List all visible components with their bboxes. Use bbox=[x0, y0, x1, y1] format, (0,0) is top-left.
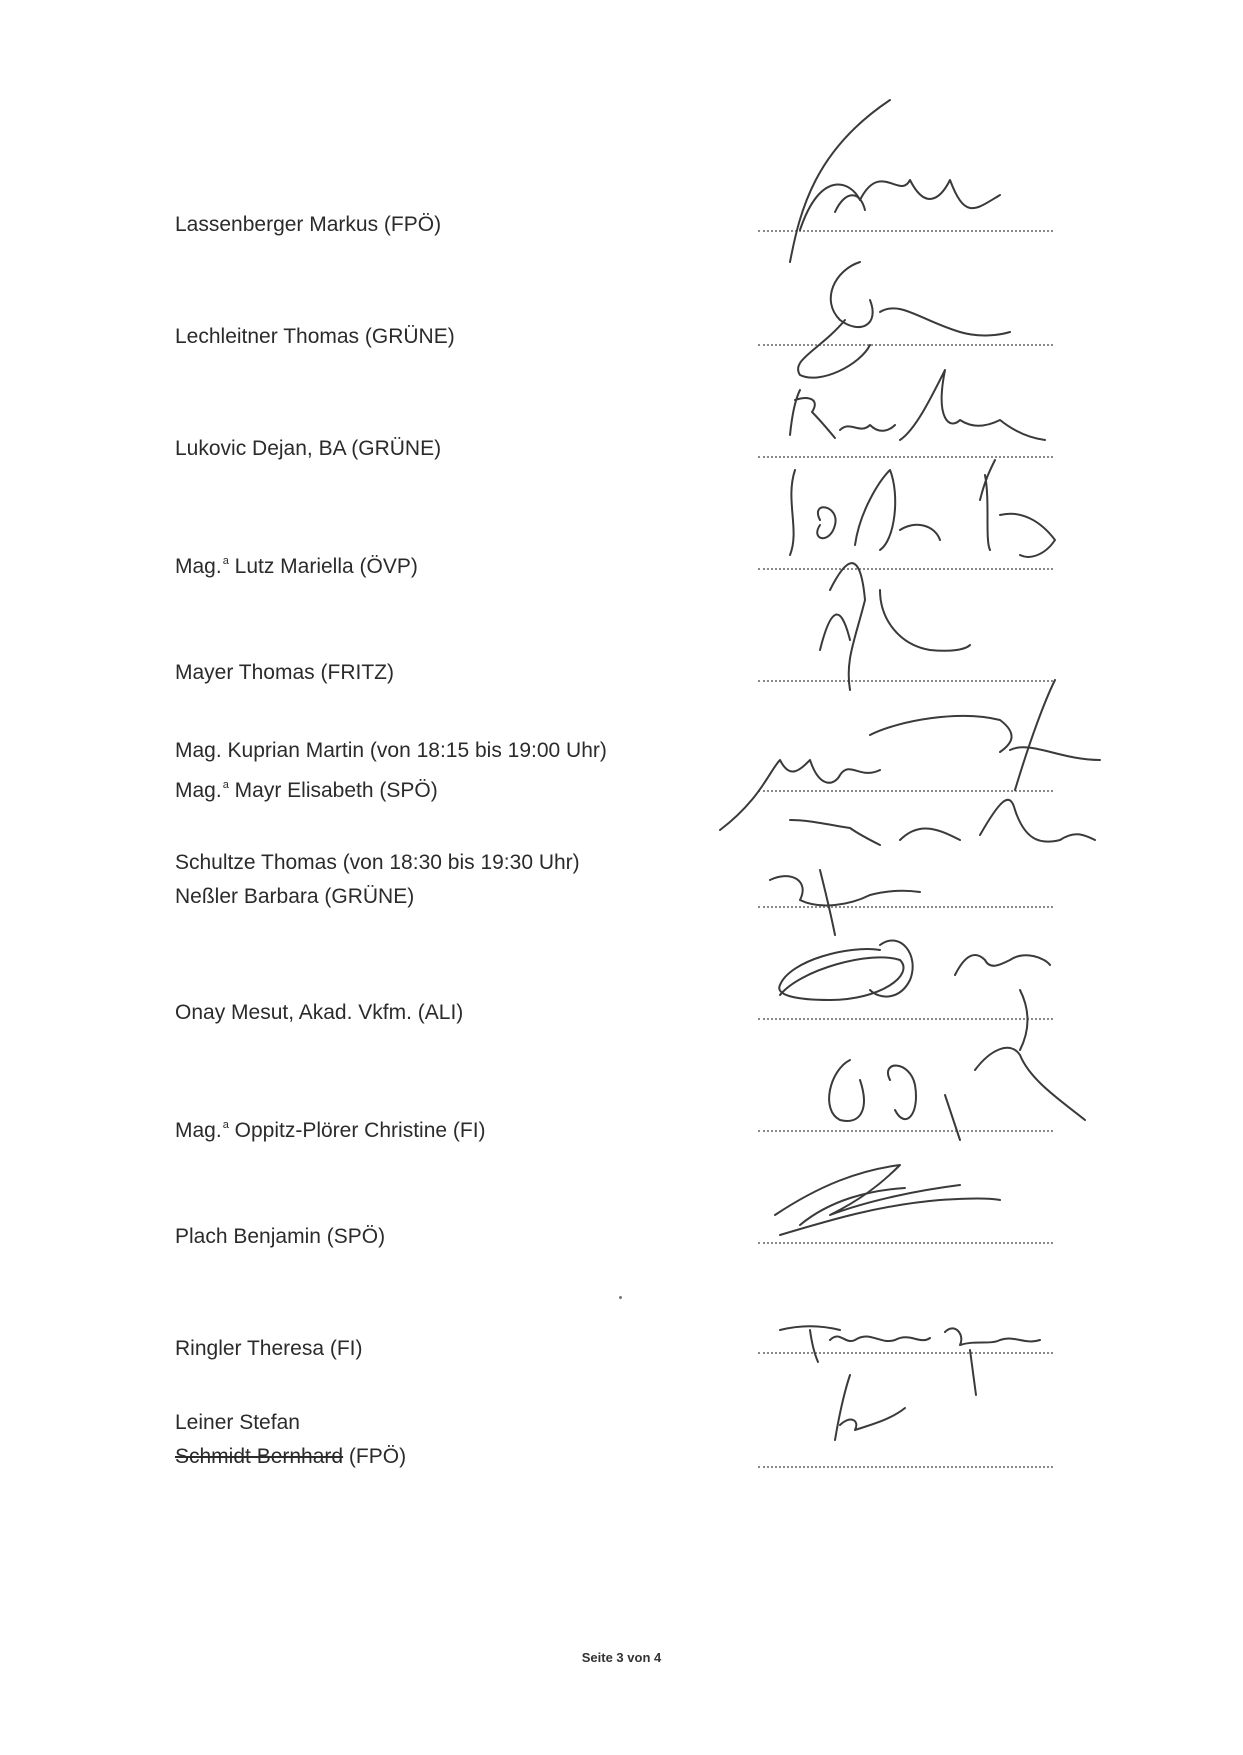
signature-line bbox=[758, 1352, 1053, 1354]
entry-lukovic: Lukovic Dejan, BA (GRÜNE) bbox=[175, 437, 442, 460]
signature-lechleitner bbox=[798, 262, 1010, 378]
entry-leiner: Leiner Stefan bbox=[175, 1411, 300, 1434]
signature-line bbox=[758, 230, 1053, 232]
entry-lassenberger: Lassenberger Markus (FPÖ) bbox=[175, 213, 442, 236]
entry-mayr: Mag.$^a$ Mayr Elisabeth (SPÖ) bbox=[175, 779, 438, 802]
entry-lutz: Mag.$^a$ Lutz Mariella (ÖVP) bbox=[175, 555, 418, 578]
entry-schultze: Schultze Thomas (von 18:30 bis 19:30 Uhr) bbox=[175, 851, 580, 874]
signature-line bbox=[758, 680, 1053, 682]
signature-line bbox=[758, 456, 1053, 458]
entry-onay: Onay Mesut, Akad. Vkfm. (ALI) bbox=[175, 1001, 464, 1024]
signature-lutz bbox=[790, 460, 1055, 557]
signature-lassenberger bbox=[790, 100, 1000, 262]
signature-line bbox=[758, 1242, 1053, 1244]
entry-lechleitner: Lechleitner Thomas (GRÜNE) bbox=[175, 325, 455, 348]
signature-plach bbox=[775, 1165, 1000, 1235]
entry-nessler: Neßler Barbara (GRÜNE) bbox=[175, 885, 415, 908]
signature-ringler bbox=[780, 1326, 1040, 1395]
signature-onay bbox=[779, 940, 1050, 1050]
entry-ringler: Ringler Theresa (FI) bbox=[175, 1337, 363, 1360]
struck-name: Schmidt Bernhard bbox=[175, 1445, 344, 1468]
entry-kuprian: Mag. Kuprian Martin (von 18:15 bis 19:00 Uhr) bbox=[175, 739, 607, 762]
signature-schultze bbox=[770, 800, 1095, 935]
signature-line bbox=[758, 1130, 1053, 1132]
signature-line bbox=[758, 1018, 1053, 1020]
entry-plach: Plach Benjamin (SPÖ) bbox=[175, 1225, 386, 1248]
signature-line bbox=[758, 1466, 1053, 1468]
signature-mayer bbox=[820, 563, 970, 690]
signature-line bbox=[758, 568, 1053, 570]
signature-oppitz-ploerer bbox=[829, 1048, 1085, 1140]
signature-line bbox=[758, 344, 1053, 346]
entry-mayer: Mayer Thomas (FRITZ) bbox=[175, 661, 394, 684]
entry-schmidt: Schmidt Bernhard (FPÖ) bbox=[175, 1445, 407, 1468]
signature-leiner bbox=[835, 1375, 905, 1440]
signature-line bbox=[758, 790, 1053, 792]
entry-oppitz-ploerer: Mag.$^a$ Oppitz-Plörer Christine (FI) bbox=[175, 1119, 486, 1142]
page-number: Seite 3 von 4 bbox=[581, 1650, 662, 1665]
signature-kuprian-mayr bbox=[720, 680, 1100, 830]
scan-speck bbox=[619, 1296, 622, 1299]
signature-line bbox=[758, 906, 1053, 908]
signature-lukovic bbox=[790, 370, 1045, 440]
